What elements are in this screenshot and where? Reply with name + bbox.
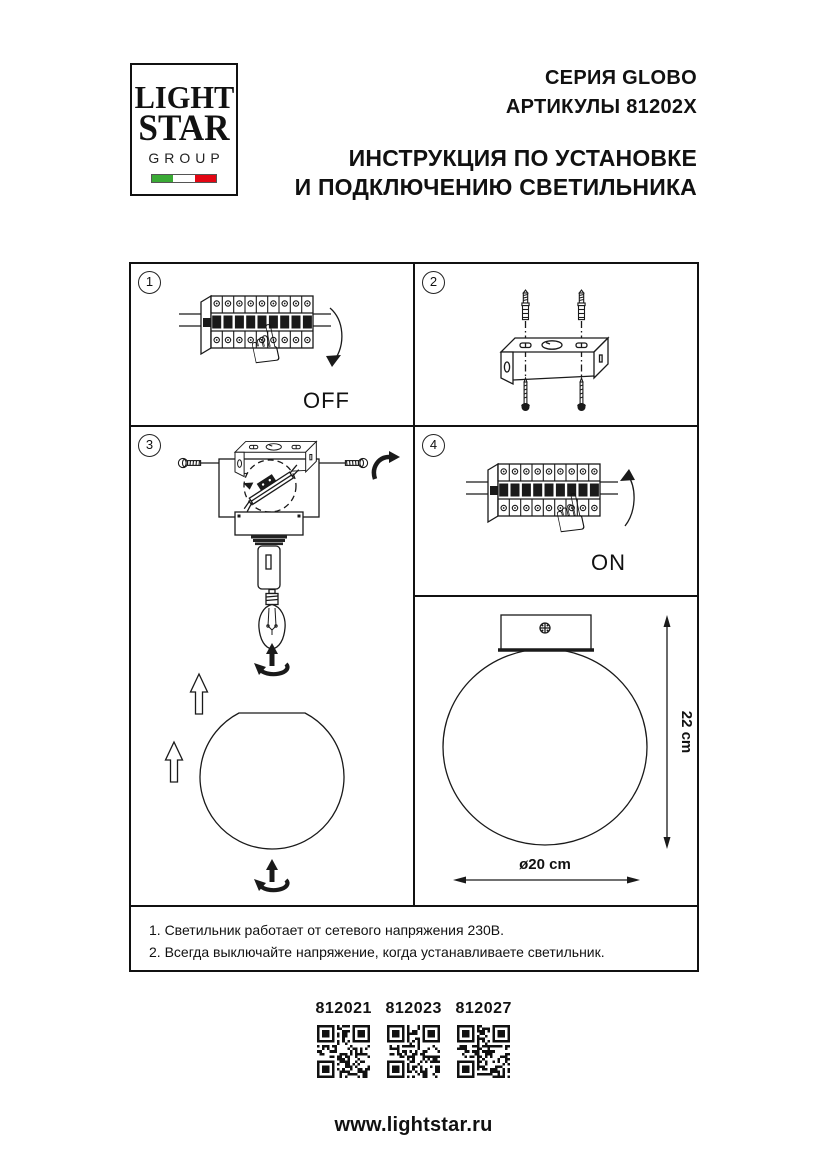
step-2-number: 2 [422, 271, 445, 294]
side-screw-icon [345, 458, 367, 467]
twist-arrow-icon [254, 859, 288, 891]
qr-code-icon [387, 1025, 440, 1078]
step-3-illustration [131, 427, 414, 905]
article-list [130, 1000, 697, 1083]
wall-anchor-icon [522, 290, 529, 320]
article-column [456, 1000, 512, 1083]
lightstar-logo [130, 63, 238, 196]
canopy [235, 512, 303, 535]
note-line-1: 1. Светильник работает от сетевого напряжения 230В. [149, 922, 505, 938]
note-line-2: 2. Всегда выключайте напряжение, когда устанавливаете светильник. [149, 944, 605, 960]
article-number: 812023 [385, 1000, 442, 1017]
height-dimension [664, 615, 696, 849]
step-1-number: 1 [138, 271, 161, 294]
height-label: 22 cm [678, 710, 695, 754]
step-4-number: 4 [422, 434, 445, 457]
circuit-breaker-icon [466, 464, 618, 522]
diameter-dimension [453, 856, 640, 884]
svg-text:☝: ☝ [242, 313, 287, 379]
dimensions-illustration [416, 597, 697, 905]
glass-globe [200, 713, 344, 849]
step-2-illustration [416, 264, 697, 425]
safety-notes [131, 907, 697, 970]
qr-code-icon [457, 1025, 510, 1078]
lamp-socket [258, 546, 280, 589]
up-arrow-icon [166, 742, 183, 782]
logo-word-star: STAR [138, 108, 230, 149]
instruction-grid [129, 262, 699, 972]
turn-arrow-icon [374, 451, 400, 479]
italian-flag-icon [151, 174, 217, 183]
article-number: 812027 [455, 1000, 512, 1017]
off-label: OFF [303, 388, 350, 413]
screw-head-icon [540, 623, 550, 633]
website-url: www.lightstar.ru [334, 1114, 493, 1136]
article-column [316, 1000, 372, 1083]
instruction-title-line2: И ПОДКЛЮЧЕНИЮ СВЕТИЛЬНИКА [294, 174, 697, 200]
step-4-illustration [416, 427, 697, 595]
wall-anchor-icon [578, 290, 585, 320]
twist-arrow-icon [254, 643, 288, 675]
glass-globe [443, 649, 647, 845]
arrow-up-icon [625, 475, 634, 526]
svg-text:☝: ☝ [547, 482, 592, 548]
up-arrow-icon [191, 674, 208, 714]
series-title: СЕРИЯ GLOBO [544, 67, 697, 89]
document-header [295, 64, 697, 202]
logo-word-group: GROUP [148, 150, 225, 166]
screw-icon [521, 378, 530, 411]
instruction-title-line1: ИНСТРУКЦИЯ ПО УСТАНОВКЕ [348, 145, 697, 171]
article-number: 812021 [315, 1000, 372, 1017]
on-label: ON [591, 550, 626, 575]
logo-word-light: LIGHT [134, 79, 235, 115]
step-3-number: 3 [138, 434, 161, 457]
diameter-label: ø20 cm [519, 856, 571, 873]
threaded-collar [251, 535, 287, 545]
articles-line: АРТИКУЛЫ 81202X [505, 96, 697, 118]
qr-code-icon [317, 1025, 370, 1078]
screw-icon [577, 378, 586, 411]
mounting-bracket-icon [501, 338, 608, 384]
article-column [386, 1000, 442, 1083]
step-1-illustration [131, 264, 414, 425]
arrow-down-icon [330, 308, 342, 361]
bulb-icon [259, 590, 285, 650]
side-screw-icon [178, 458, 200, 467]
